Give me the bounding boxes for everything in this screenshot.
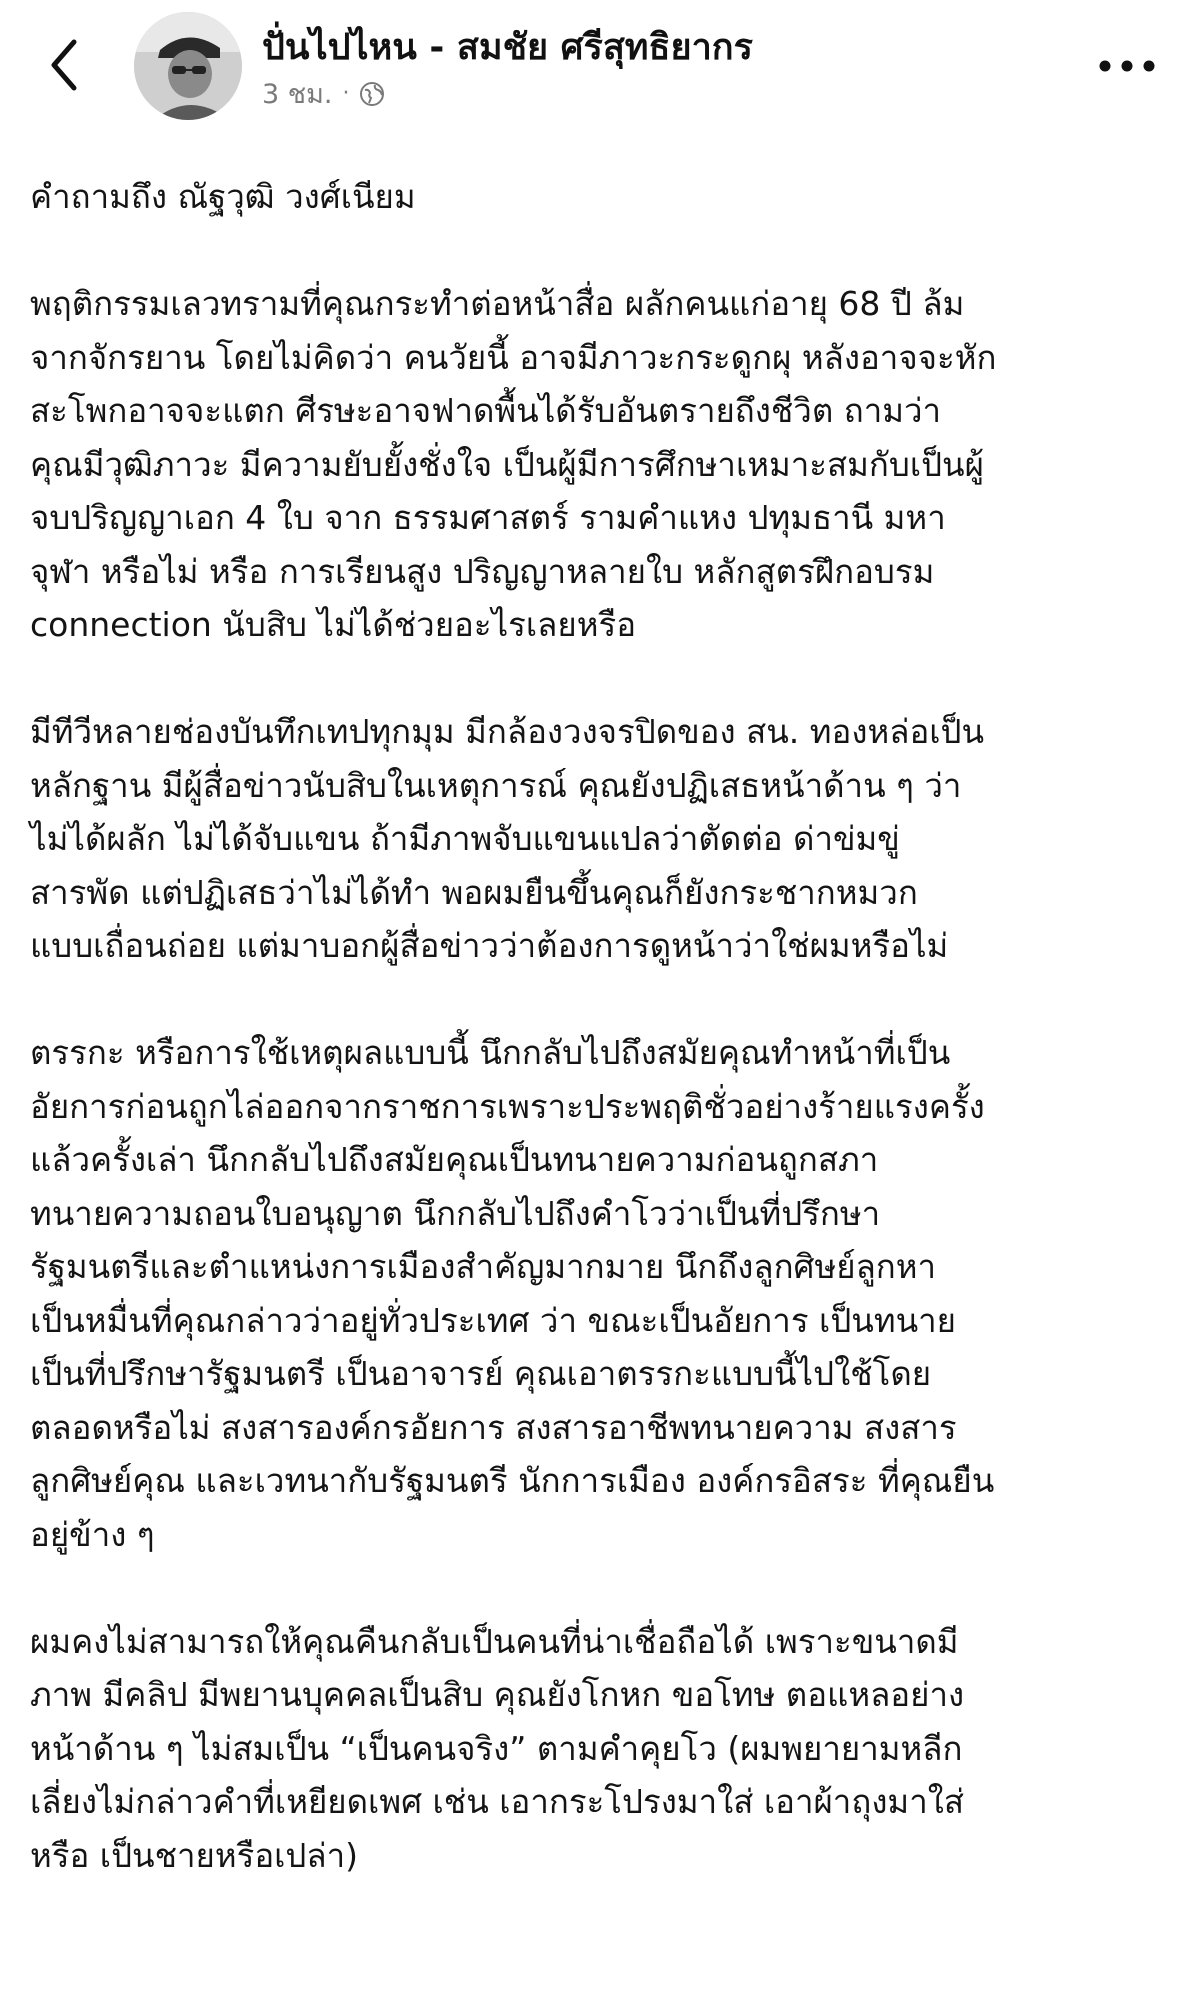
post-paragraph (30, 1615, 1180, 1883)
post-paragraph (30, 170, 1180, 224)
meta-separator: · (342, 81, 350, 106)
post-paragraph (30, 705, 1180, 973)
post-line: คุณมีวุฒิภาวะ มีความยับยั้งชั่งใจ เป็นผู้มีการศึกษาเหมาะสมกับเป็นผู้ (30, 444, 984, 484)
post-line: อยู่ข้าง ๆ (30, 1514, 155, 1554)
author-avatar[interactable] (134, 12, 242, 120)
post-line: ภาพ มีคลิป มีพยานบุคคลเป็นสิบ คุณยังโกหก ขอโทษ ตอแหลอย่าง (30, 1675, 965, 1714)
post-line: แล้วครั้งเล่า นึกกลับไปถึงสมัยคุณเป็นทนายความก่อนถูกสภา (30, 1140, 879, 1179)
post-line: แบบเถื่อนถ่อย แต่มาบอกผู้สื่อข่าวว่าต้องการดูหน้าว่าใช่ผมหรือไม่ (30, 926, 949, 965)
post-line: connection นับสิบ ไม่ได้ช่วยอะไรเลยหรือ (30, 605, 637, 644)
post-line: สารพัด แต่ปฏิเสธว่าไม่ได้ทำ พอผมยืนขึ้นคุณก็ยังกระชากหมวก (30, 872, 918, 912)
post-line: หลักฐาน มีผู้สื่อข่าวนับสิบในเหตุการณ์ คุณยังปฏิเสธหน้าด้าน ๆ ว่า (30, 765, 962, 805)
post-line: จบปริญญาเอก 4 ใบ จาก ธรรมศาสตร์ รามคำแหง ปทุมธานี มหา (30, 498, 946, 537)
post-line: หน้าด้าน ๆ ไม่สมเป็น “เป็นคนจริง” ตามคำคุยโว (ผมพยายามหลีก (30, 1728, 963, 1768)
post-header (0, 0, 1200, 130)
post-line: ตรรกะ หรือการใช้เหตุผลแบบนี้ นึกกลับไปถึงสมัยคุณทำหน้าที่เป็น (30, 1033, 951, 1072)
back-button[interactable] (40, 30, 90, 100)
post-line: ลูกศิษย์คุณ และเวทนากับรัฐมนตรี นักการเมือง องค์กรอิสระ ที่คุณยืน (30, 1461, 995, 1500)
chevron-left-icon (40, 30, 90, 100)
post-meta (262, 72, 385, 115)
post-line: พฤติกรรมเลวทรามที่คุณกระทำต่อหน้าสื่อ ผลักคนแก่อายุ 68 ปี ล้ม (30, 284, 965, 323)
post-line: จุฬา หรือไม่ หรือ การเรียนสูง ปริญญาหลายใบ หลักสูตรฝึกอบรม (30, 551, 935, 591)
post-line: เป็นที่ปรึกษารัฐมนตรี เป็นอาจารย์ คุณเอาตรรกะแบบนี้ไปใช้โดย (30, 1354, 932, 1393)
post-line: คำถามถึง ณัฐวุฒิ วงศ์เนียม (30, 177, 416, 216)
more-options-button[interactable] (1092, 46, 1162, 86)
author-photo (134, 12, 242, 120)
post-line: เลี่ยงไม่กล่าวคำที่เหยียดเพศ เช่น เอากระโปรงมาใส่ เอาผ้าถุงมาใส่ (30, 1782, 964, 1821)
globe-icon (359, 81, 385, 107)
post-line: สะโพกอาจจะแตก ศีรษะอาจฟาดพื้นได้รับอันตรายถึงชีวิต ถามว่า (30, 391, 942, 430)
author-name[interactable]: ปั่นไปไหน - สมชัย ศรีสุทธิยากร (262, 27, 753, 68)
post-paragraph (30, 277, 1180, 652)
post-line: ทนายความถอนใบอนุญาต นึกกลับไปถึงคำโวว่าเป็นที่ปรึกษา (30, 1193, 881, 1233)
post-line: อัยการก่อนถูกไล่ออกจากราชการเพราะประพฤติชั่วอย่างร้ายแรงครั้ง (30, 1086, 985, 1126)
post-paragraph (30, 1026, 1180, 1561)
post-line: หรือ เป็นชายหรือเปล่า) (30, 1835, 358, 1875)
post-line: เป็นหมื่นที่คุณกล่าวว่าอยู่ทั่วประเทศ ว่า ขณะเป็นอัยการ เป็นทนาย (30, 1300, 956, 1340)
post-line: รัฐมนตรีและตำแหน่งการเมืองสำคัญมากมาย นึกถึงลูกศิษย์ลูกหา (30, 1247, 937, 1286)
post-line: ผมคงไม่สามารถให้คุณคืนกลับเป็นคนที่น่าเชื่อถือได้ เพราะขนาดมี (30, 1621, 959, 1661)
post-line: จากจักรยาน โดยไม่คิดว่า คนวัยนี้ อาจมีภาวะกระดูกผุ หลังอาจจะหัก (30, 337, 997, 377)
post-timestamp[interactable]: 3 ชม. (262, 79, 333, 110)
post-line: ตลอดหรือไม่ สงสารองค์กรอัยการ สงสารอาชีพทนายความ สงสาร (30, 1407, 957, 1447)
post-line: ไม่ได้ผลัก ไม่ได้จับแขน ถ้ามีภาพจับแขนแปลว่าตัดต่อ ด่าข่มขู่ (30, 819, 900, 858)
post-body (30, 170, 1180, 1936)
post-line: มีทีวีหลายช่องบันทึกเทปทุกมุม มีกล้องวงจรปิดของ สน. ทองหล่อเป็น (30, 712, 985, 751)
more-horizontal-icon (1092, 46, 1162, 86)
